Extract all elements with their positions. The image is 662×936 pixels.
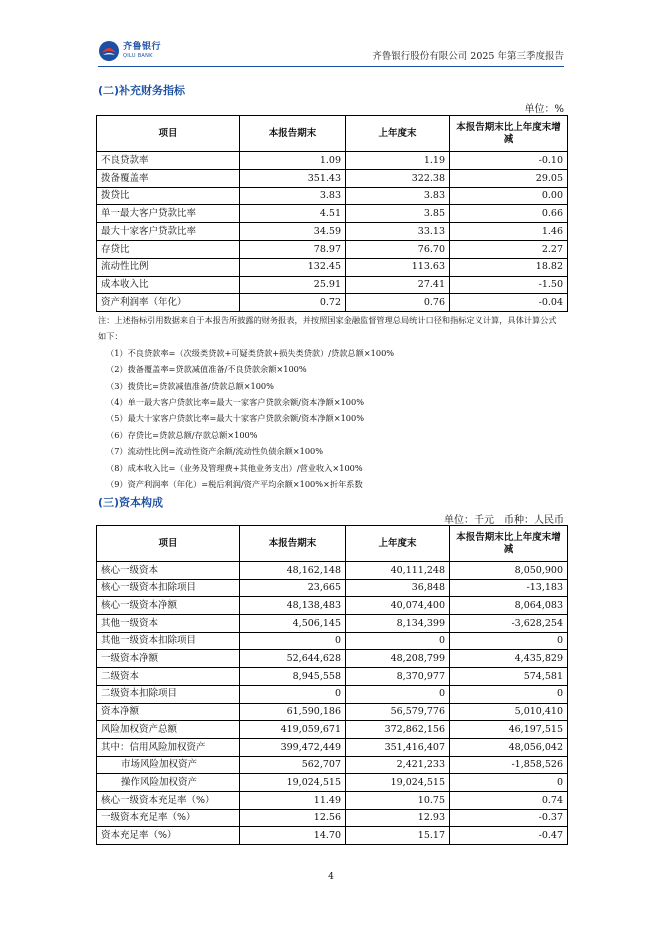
value-cell: -1.50 [450,276,568,294]
value-cell: -0.37 [450,809,568,827]
value-cell: 0 [450,685,568,703]
row-label-cell: 核心一级资本净额 [97,597,240,615]
row-label-cell: 资本充足率（%） [97,827,240,845]
value-cell: 1.19 [346,152,450,170]
logo-chinese-name: 齐鲁银行 [123,42,162,52]
value-cell: 3.83 [240,187,346,205]
note-item: （9）资产利润率（年化）=税后利润/资产平均余额×100%×折年系数 [106,479,363,490]
value-cell: 56,579,776 [346,703,450,721]
column-header: 本报告期末 [240,526,346,562]
value-cell: 0.00 [450,187,568,205]
value-cell: 18.82 [450,258,568,276]
value-cell: 351,416,407 [346,738,450,756]
table-row [97,562,568,580]
row-label-cell: 资产利润率（年化） [97,294,240,312]
table-header-row [97,526,568,562]
column-header: 上年度末 [346,116,450,152]
value-cell: 0 [346,632,450,650]
row-label-cell: 操作风险加权资产 [97,774,240,792]
value-cell: 48,056,042 [450,738,568,756]
table-row [97,668,568,686]
column-header: 本报告期末比上年度末增减 [450,526,568,562]
row-label-cell: 流动性比例 [97,258,240,276]
row-label-cell: 成本收入比 [97,276,240,294]
value-cell: 8,134,399 [346,615,450,633]
value-cell: 12.56 [240,809,346,827]
value-cell: 12.93 [346,809,450,827]
value-cell: 19,024,515 [346,774,450,792]
value-cell: 10.75 [346,791,450,809]
value-cell: 61,590,186 [240,703,346,721]
value-cell: 8,370,977 [346,668,450,686]
table-row [97,738,568,756]
value-cell: 8,050,900 [450,562,568,580]
page-header [98,38,564,64]
value-cell: 3.85 [346,205,450,223]
value-cell: 25.91 [240,276,346,294]
row-label-cell: 市场风险加权资产 [97,756,240,774]
row-label-cell: 不良贷款率 [97,152,240,170]
value-cell: -13,183 [450,579,568,597]
value-cell: 78.97 [240,240,346,258]
row-label-cell: 其他一级资本扣除项目 [97,632,240,650]
column-header: 本报告期末比上年度末增减 [450,116,568,152]
value-cell: 48,138,483 [240,597,346,615]
table-header-row [97,116,568,152]
table-row [97,169,568,187]
unit-label-section3: 单位：千元 币种：人民币 [444,515,564,526]
row-label-cell: 二级资本扣除项目 [97,685,240,703]
value-cell: 2,421,233 [346,756,450,774]
value-cell: 15.17 [346,827,450,845]
note-item: （2）拨备覆盖率=贷款减值准备/不良贷款余额×100% [106,364,307,375]
value-cell: 34.59 [240,223,346,241]
value-cell: 419,059,671 [240,721,346,739]
value-cell: 1.46 [450,223,568,241]
column-header: 上年度末 [346,526,450,562]
value-cell: 0.66 [450,205,568,223]
row-label-cell: 一级资本净额 [97,650,240,668]
row-label-cell: 二级资本 [97,668,240,686]
value-cell: 76.70 [346,240,450,258]
table-row [97,791,568,809]
value-cell: 0 [240,685,346,703]
row-label-cell: 一级资本充足率（%） [97,809,240,827]
table-row [97,205,568,223]
value-cell: 3.83 [346,187,450,205]
value-cell: 11.49 [240,791,346,809]
row-label-cell: 核心一级资本 [97,562,240,580]
unit-label-section2: 单位：% [524,104,564,115]
table-row [97,703,568,721]
value-cell: 574,581 [450,668,568,686]
calculation-notes [98,312,564,492]
row-label-cell: 存贷比 [97,240,240,258]
table-row [97,223,568,241]
document-title: 齐鲁银行股份有限公司 2025 年第三季度报告 [372,51,564,62]
row-label-cell: 拨备覆盖率 [97,169,240,187]
value-cell: 132.45 [240,258,346,276]
column-header: 本报告期末 [240,116,346,152]
value-cell: 8,064,083 [450,597,568,615]
section-title-supplementary-indicators: (二)补充财务指标 [98,84,186,97]
value-cell: 23,665 [240,579,346,597]
value-cell: 14.70 [240,827,346,845]
row-label-cell: 单一最大客户贷款比率 [97,205,240,223]
row-label-cell: 核心一级资本扣除项目 [97,579,240,597]
value-cell: 40,111,248 [346,562,450,580]
value-cell: 40,074,400 [346,597,450,615]
table-row [97,258,568,276]
table-row [97,774,568,792]
table-row [97,240,568,258]
value-cell: 4.51 [240,205,346,223]
table-row [97,152,568,170]
table-row [97,650,568,668]
row-label-cell: 最大十家客户贷款比率 [97,223,240,241]
value-cell: 36,848 [346,579,450,597]
section-title-capital-composition: (三)资本构成 [98,496,164,509]
note-item: （3）拨贷比=贷款减值准备/贷款总额×100% [106,380,274,391]
value-cell: 48,162,148 [240,562,346,580]
value-cell: 48,208,799 [346,650,450,668]
note-item: （5）最大十家客户贷款比率=最大十家客户贷款余额/资本净额×100% [106,413,364,424]
table-row [97,632,568,650]
row-label-cell: 拨贷比 [97,187,240,205]
notes-lead: 注：上述指标引用数据来自于本报告所披露的财务报表，并按照国家金融监督管理总局统计口径和指标定义计算，具体计算公式如下： [98,315,557,342]
column-header: 项目 [97,526,240,562]
value-cell: 2.27 [450,240,568,258]
row-label-cell: 其他一级资本 [97,615,240,633]
note-item: （4）单一最大客户贷款比率=最大一家客户贷款余额/资本净额×100% [106,397,364,408]
value-cell: 0.74 [450,791,568,809]
value-cell: -0.10 [450,152,568,170]
supplementary-indicators-table [96,115,568,312]
value-cell: 562,707 [240,756,346,774]
value-cell: 0 [450,774,568,792]
value-cell: 0.76 [346,294,450,312]
table-row [97,579,568,597]
value-cell: 46,197,515 [450,721,568,739]
row-label-cell: 核心一级资本充足率（%） [97,791,240,809]
value-cell: 372,862,156 [346,721,450,739]
value-cell: 0.72 [240,294,346,312]
table-row [97,294,568,312]
note-item: （1）不良贷款率=（次级类贷款+可疑类贷款+损失类贷款）/贷款总额×100% [106,347,395,358]
value-cell: 19,024,515 [240,774,346,792]
row-label-cell: 其中：信用风险加权资产 [97,738,240,756]
note-item: （8）成本收入比=（业务及管理费+其他业务支出）/营业收入×100% [106,462,363,473]
value-cell: 0 [240,632,346,650]
table-row [97,685,568,703]
value-cell: 52,644,628 [240,650,346,668]
value-cell: 1.09 [240,152,346,170]
value-cell: -3,628,254 [450,615,568,633]
row-label-cell: 风险加权资产总额 [97,721,240,739]
table-row [97,597,568,615]
value-cell: 5,010,410 [450,703,568,721]
value-cell: -0.47 [450,827,568,845]
column-header: 项目 [97,116,240,152]
table-row [97,721,568,739]
value-cell: 4,506,145 [240,615,346,633]
value-cell: 27.41 [346,276,450,294]
table-row [97,276,568,294]
header-divider [98,66,564,67]
capital-composition-table [96,525,568,845]
value-cell: 4,435,829 [450,650,568,668]
note-item: （6）存贷比=贷款总额/存款总额×100% [106,429,258,440]
table-row [97,827,568,845]
value-cell: 33.13 [346,223,450,241]
value-cell: -0.04 [450,294,568,312]
note-item: （7）流动性比例=流动性资产余额/流动性负债余额×100% [106,446,324,457]
value-cell: 8,945,558 [240,668,346,686]
value-cell: 0 [346,685,450,703]
table-row [97,187,568,205]
qilu-bank-logo-icon [98,40,120,62]
value-cell: 351.43 [240,169,346,187]
value-cell: 399,472,449 [240,738,346,756]
table-row [97,615,568,633]
page-number: 4 [328,872,334,882]
value-cell: 113.63 [346,258,450,276]
bank-logo [98,40,161,62]
value-cell: -1,858,526 [450,756,568,774]
table-row [97,809,568,827]
value-cell: 29.05 [450,169,568,187]
row-label-cell: 资本净额 [97,703,240,721]
value-cell: 322.38 [346,169,450,187]
value-cell: 0 [450,632,568,650]
logo-english-name: QILU BANK [123,53,153,59]
table-row [97,756,568,774]
